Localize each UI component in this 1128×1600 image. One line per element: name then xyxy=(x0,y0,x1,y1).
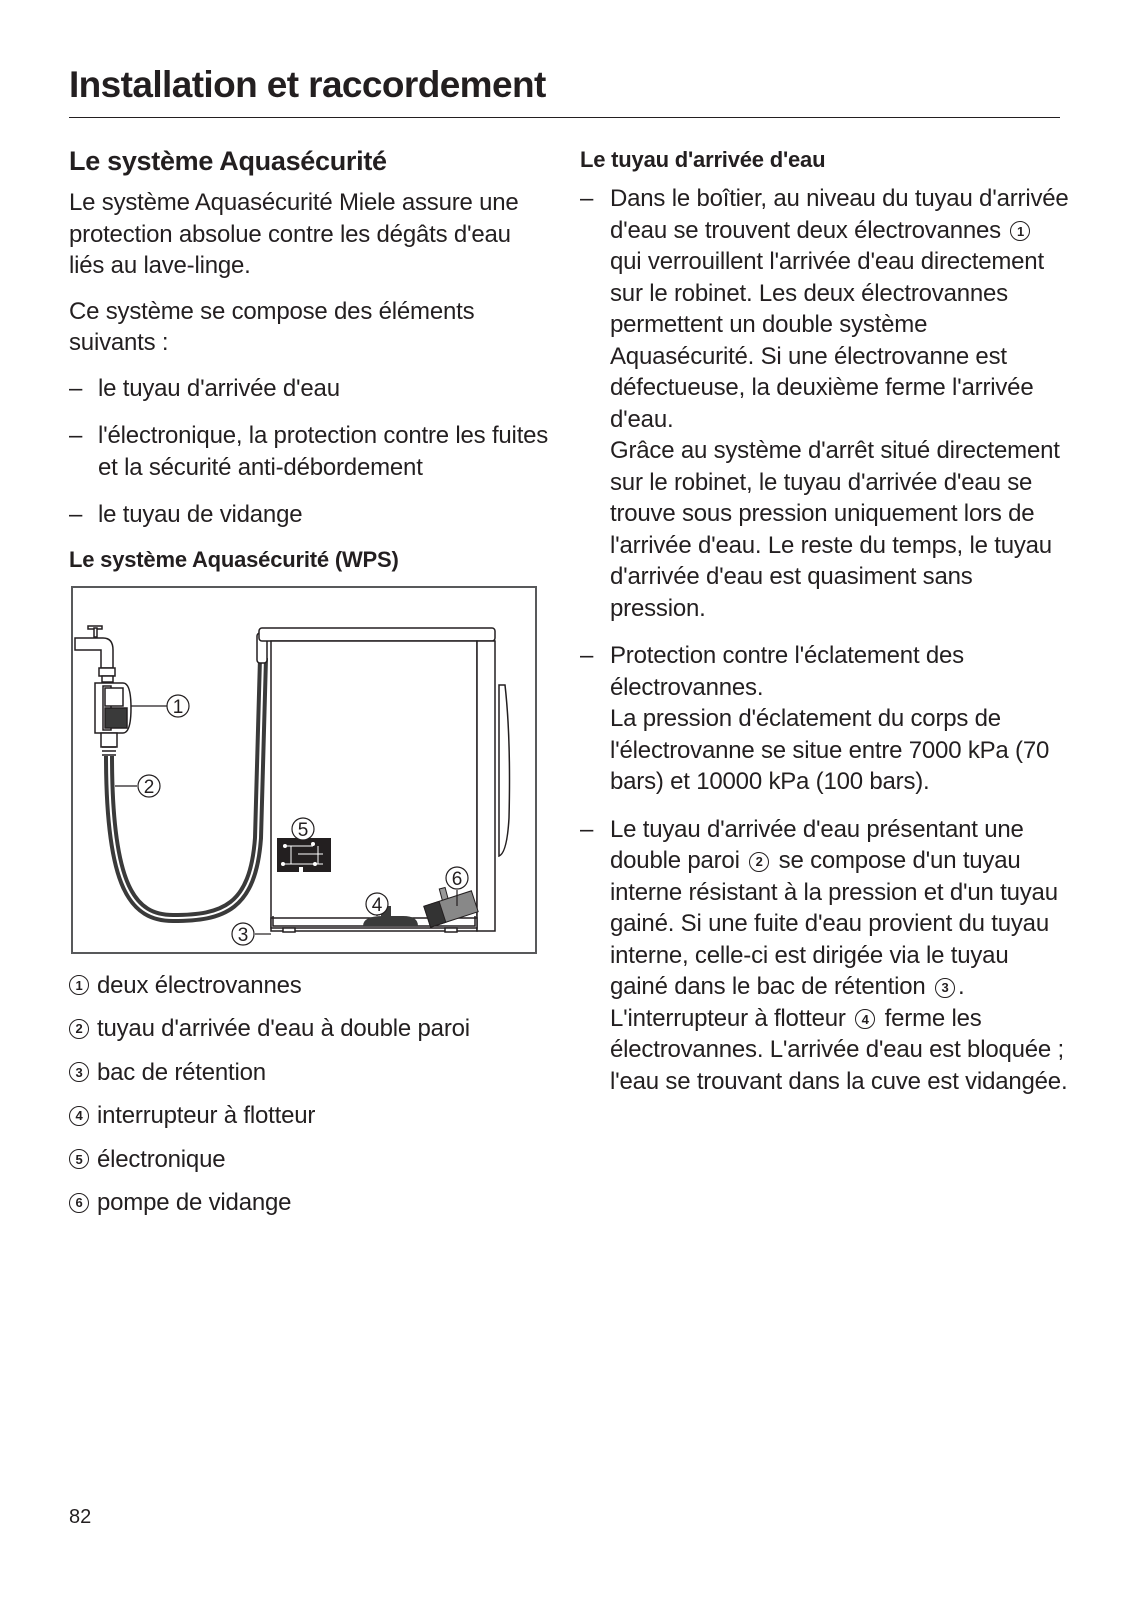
number-circle-icon: 2 xyxy=(749,852,769,872)
dash-bullet: – xyxy=(580,815,594,843)
list-item: – l'électronique, la protection contre les fuites et la sécurité anti-débordement xyxy=(69,422,549,481)
washing-machine-illustration xyxy=(73,588,535,952)
legend-item: 1 deux électrovannes xyxy=(69,970,549,1001)
intro-paragraph: Le système Aquasécurité Miele assure une protection absolue contre les dégâts d'eau liés au lave-linge. xyxy=(69,189,519,279)
callout-3: 3 xyxy=(237,924,249,946)
list-item: – Dans le boîtier, au niveau du tuyau d'arrivée d'eau se trouvent deux électrovannes 1 qui verrouillent l'arrivée d'eau directement sur le robinet. Les deux électrovannes permettent un double système Aquasécurité. Si une électrovanne est défectueuse, la deuxième ferme l'arrivée d'eau. Grâce au système d'arrêt situé directement sur le robinet, le tuyau d'arrivée d'eau se trouve sous pression uniquement lors de l'arrivée d'eau. Le reste du temps, le tuyau d'arrivée d'eau est quasiment sans pression. xyxy=(580,185,1069,622)
figure-legend xyxy=(69,970,549,1219)
right-column xyxy=(580,140,1070,1113)
number-circle-icon: 3 xyxy=(935,978,955,998)
tap-icon xyxy=(75,626,115,682)
legend-item: 6 pompe de vidange xyxy=(69,1187,549,1218)
number-circle-icon: 4 xyxy=(69,1106,89,1126)
number-circle-icon: 6 xyxy=(69,1193,89,1213)
left-column xyxy=(69,140,549,1231)
composition-paragraph: Ce système se compose des éléments suivants : xyxy=(69,297,475,356)
legend-item: 2 tuyau d'arrivée d'eau à double paroi xyxy=(69,1013,549,1044)
dash-bullet: – xyxy=(69,501,83,528)
list-item: – le tuyau de vidange xyxy=(69,499,549,531)
machine-cabinet xyxy=(259,628,510,932)
page-title: Installation et raccordement xyxy=(69,64,546,105)
callout-1: 1 xyxy=(172,696,184,718)
inlet-hose-list xyxy=(580,183,1070,1097)
number-circle-icon: 1 xyxy=(69,975,89,995)
number-circle-icon: 3 xyxy=(69,1062,89,1082)
electronics-icon xyxy=(277,838,331,872)
wps-diagram xyxy=(71,586,537,954)
page-number: 82 xyxy=(69,1506,92,1528)
section-title-aquasecurite: Le système Aquasécurité xyxy=(69,146,387,176)
number-circle-icon: 5 xyxy=(69,1149,89,1169)
hose-icon xyxy=(109,658,263,918)
section-title-inlet-hose: Le tuyau d'arrivée d'eau xyxy=(580,147,826,172)
number-circle-icon: 1 xyxy=(1010,221,1030,241)
number-circle-icon: 2 xyxy=(69,1019,89,1039)
legend-item: 4 interrupteur à flotteur xyxy=(69,1100,549,1131)
legend-item: 5 électronique xyxy=(69,1144,549,1175)
legend-item: 3 bac de rétention xyxy=(69,1057,549,1088)
figure-title: Le système Aquasécurité (WPS) xyxy=(69,546,399,572)
list-item: – Le tuyau d'arrivée d'eau présentant une double paroi 2 se compose d'un tuyau interne résistant à la pression et d'un tuyau gainé. Si une fuite d'eau provient du tuyau interne, celle-ci est dirigée via le tuyau gainé dans le bac de rétention 3 . L'interrupteur à flotteur 4 ferme les électrovannes. L'arrivée d'eau est bloquée ; l'eau se trouvant dans la cuve est vidangée. xyxy=(580,815,1068,1095)
callout-2: 2 xyxy=(143,776,155,798)
dash-bullet: – xyxy=(69,422,83,449)
components-list xyxy=(69,373,549,531)
callout-5: 5 xyxy=(297,819,309,841)
dash-bullet: – xyxy=(580,185,594,212)
number-circle-icon: 4 xyxy=(855,1009,875,1029)
callout-6: 6 xyxy=(451,868,463,890)
list-item: – Protection contre l'éclatement des électrovannes. La pression d'éclatement du corps de l'électrovanne se situe entre 7000 kPa (70 bars) et 10000 kPa (100 bars). xyxy=(580,642,1050,795)
dash-bullet: – xyxy=(69,374,83,402)
dash-bullet: – xyxy=(580,642,594,669)
valve-box-icon xyxy=(95,683,131,755)
callout-4: 4 xyxy=(371,894,383,916)
title-divider xyxy=(69,117,1060,118)
list-item: – le tuyau d'arrivée d'eau xyxy=(69,373,549,405)
